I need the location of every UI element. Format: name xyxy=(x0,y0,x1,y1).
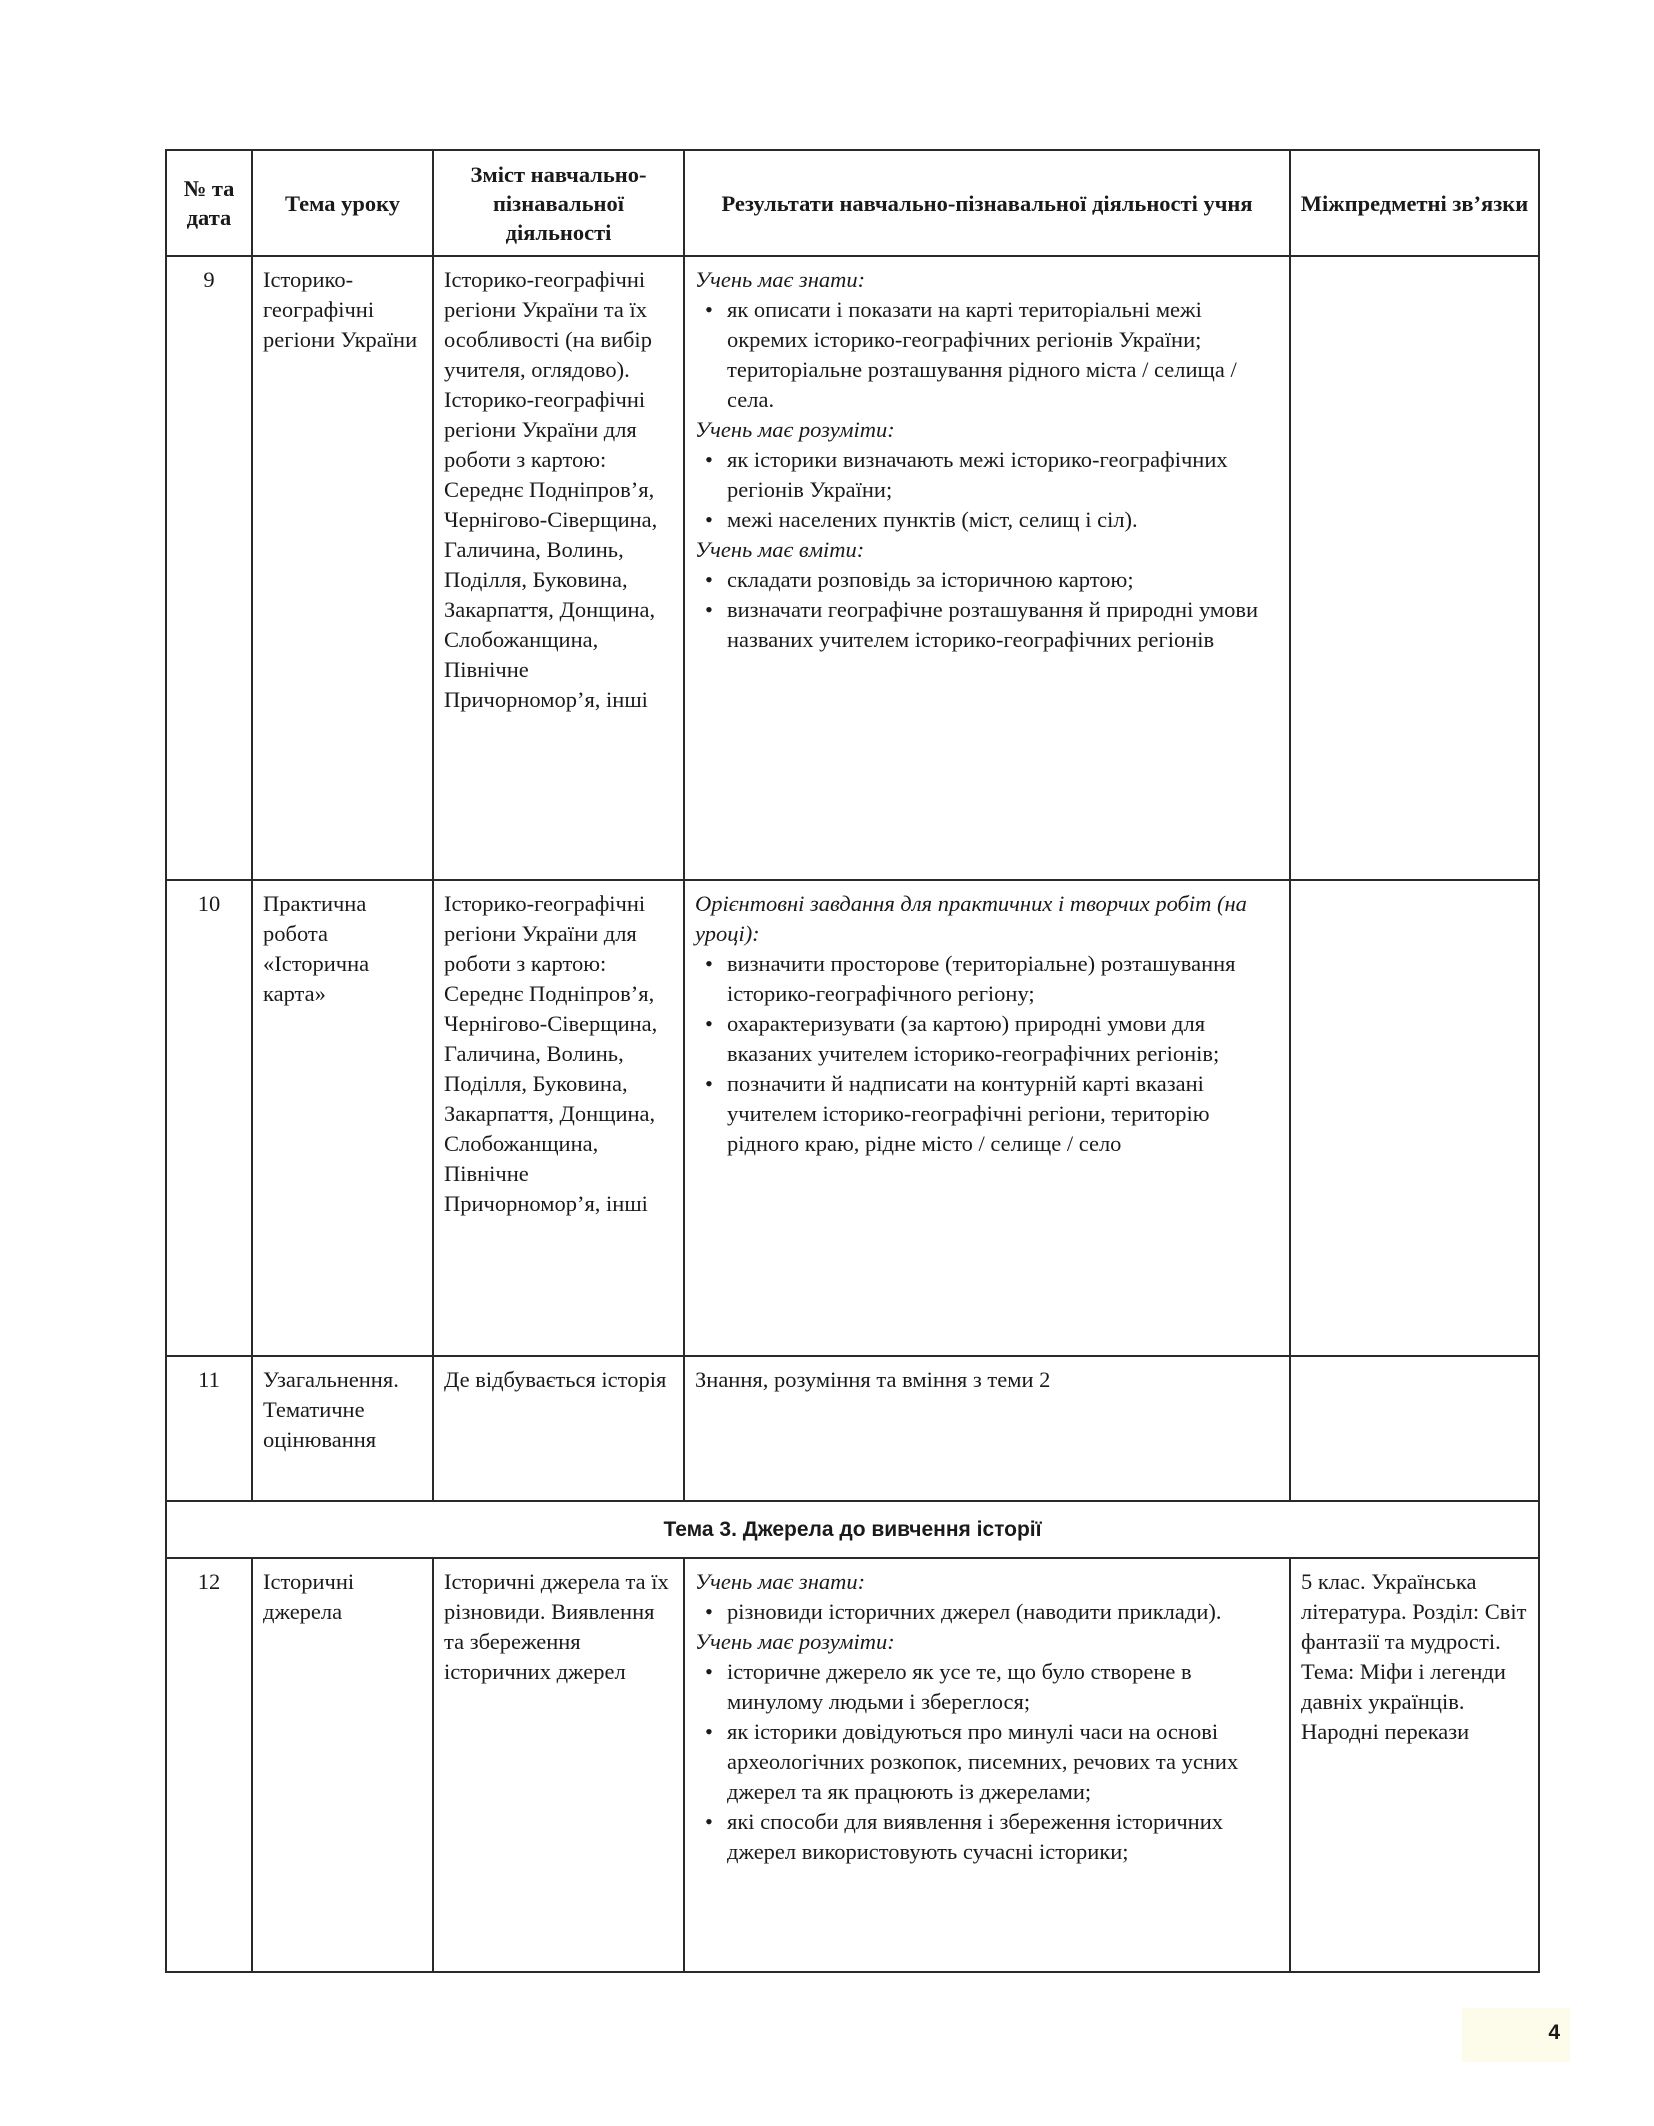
lesson-content: Історико-географічні регіони України та їх особливості (на вибір учителя, оглядово). Історико-географічні регіони України для роботи з картою: Середнє Подніпров’я, Чернігово-Сіверщина, Галичина, Волинь, Поділля, Буковина, Закарпаття, Донщина, Слобожанщина, Північне Причорномор’я, інші xyxy=(433,256,684,880)
lesson-topic: Практична робота «Історична карта» xyxy=(252,880,433,1356)
header-results: Результати навчально-пізнавальної діяльності учня xyxy=(684,150,1290,256)
results-heading: Учень має знати: xyxy=(695,1569,866,1594)
lesson-results: Знання, розуміння та вміння з теми 2 xyxy=(684,1356,1290,1501)
list-item: • різновиди історичних джерел (наводити приклади). xyxy=(695,1597,1279,1627)
results-list xyxy=(695,295,1279,415)
header-lesson-topic: Тема уроку xyxy=(252,150,433,256)
cross-subject-links xyxy=(1290,1356,1539,1501)
list-item: • які способи для виявлення і збереження історичних джерел використовують сучасні історики; xyxy=(695,1807,1279,1867)
lesson-content: Історичні джерела та їх різновиди. Виявлення та збереження історичних джерел xyxy=(433,1558,684,1972)
results-heading: Учень має знати: xyxy=(695,267,866,292)
lesson-topic: Узагальнення. Тематичне оцінювання xyxy=(252,1356,433,1501)
list-item: • охарактеризувати (за картою) природні умови для вказаних учителем історико-географічних регіонів; xyxy=(695,1009,1279,1069)
lesson-plan-table xyxy=(165,149,1540,1973)
cross-subject-links xyxy=(1290,256,1539,880)
results-heading: Учень має вміти: xyxy=(695,537,865,562)
results-list xyxy=(695,1597,1279,1627)
table-row xyxy=(166,1356,1539,1501)
topic-row xyxy=(166,1501,1539,1558)
results-heading: Учень має розуміти: xyxy=(695,417,895,442)
lesson-content: Де відбувається історія xyxy=(433,1356,684,1501)
results-list xyxy=(695,949,1279,1159)
table-header-row xyxy=(166,150,1539,256)
list-item: • історичне джерело як усе те, що було створене в минулому людьми і збереглося; xyxy=(695,1657,1279,1717)
lesson-topic: Історико-географічні регіони України xyxy=(252,256,433,880)
cross-subject-links: 5 клас. Українська література. Розділ: Світ фантазії та мудрості. Тема: Міфи і легенди давніх українців. Народні перекази xyxy=(1290,1558,1539,1972)
cross-subject-links xyxy=(1290,880,1539,1356)
list-item: • визначати географічне розташування й природні умови названих учителем історико-географічних регіонів xyxy=(695,595,1279,655)
list-item: • складати розповідь за історичною картою; xyxy=(695,565,1279,595)
list-item: • визначити просторове (територіальне) розташування історико-географічного регіону; xyxy=(695,949,1279,1009)
results-list xyxy=(695,565,1279,655)
header-activity-content: Зміст навчально-пізнавальної діяльності xyxy=(433,150,684,256)
table-row xyxy=(166,256,1539,880)
results-list xyxy=(695,1657,1279,1867)
results-list xyxy=(695,445,1279,535)
header-cross-subject-links: Міжпредметні зв’язки xyxy=(1290,150,1539,256)
table-row xyxy=(166,1558,1539,1972)
lesson-number: 9 xyxy=(166,256,252,880)
list-item: • позначити й надписати на контурній карті вказані учителем історико-географічні регіони, територію рідного краю, рідне місто / селище / село xyxy=(695,1069,1279,1159)
results-heading: Учень має розуміти: xyxy=(695,1629,895,1654)
results-heading: Орієнтовні завдання для практичних і творчих робіт (на уроці): xyxy=(695,891,1247,946)
lesson-number: 10 xyxy=(166,880,252,1356)
header-number-date: № та дата xyxy=(166,150,252,256)
lesson-number: 11 xyxy=(166,1356,252,1501)
lesson-topic: Історичні джерела xyxy=(252,1558,433,1972)
topic-heading: Тема 3. Джерела до вивчення історії xyxy=(166,1501,1539,1558)
list-item: • як історики визначають межі історико-географічних регіонів України; xyxy=(695,445,1279,505)
list-item: • як описати і показати на карті територіальні межі окремих історико-географічних регіонів України; територіальне розташування рідного міста / селища / села. xyxy=(695,295,1279,415)
page-number: 4 xyxy=(1462,2008,1570,2062)
lesson-results xyxy=(684,1558,1290,1972)
table-row xyxy=(166,880,1539,1356)
list-item: • як історики довідуються про минулі часи на основі археологічних розкопок, писемних, речових та усних джерел та як працюють із джерелами; xyxy=(695,1717,1279,1807)
lesson-results xyxy=(684,880,1290,1356)
lesson-content: Історико-географічні регіони України для роботи з картою: Середнє Подніпров’я, Чернігово-Сіверщина, Галичина, Волинь, Поділля, Буковина, Закарпаття, Донщина, Слобожанщина, Північне Причорномор’я, інші xyxy=(433,880,684,1356)
lesson-number: 12 xyxy=(166,1558,252,1972)
list-item: • межі населених пунктів (міст, селищ і сіл). xyxy=(695,505,1279,535)
lesson-results xyxy=(684,256,1290,880)
